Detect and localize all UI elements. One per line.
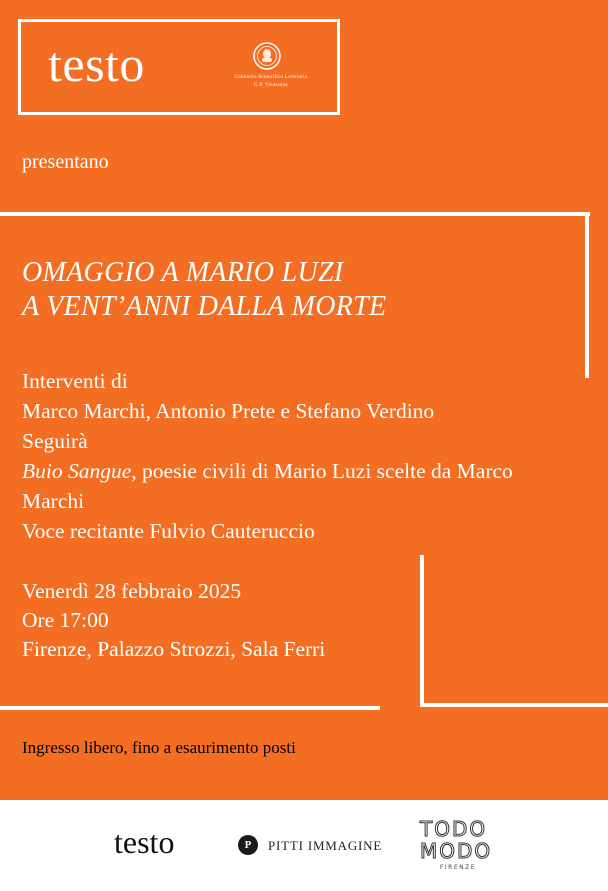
event-title-line-1: OMAGGIO A MARIO LUZI: [22, 257, 344, 288]
voice: Voce recitante Fulvio Cauteruccio: [22, 519, 315, 543]
admission-note: Ingresso libero, fino a esaurimento posti: [22, 738, 296, 757]
reading: [22, 456, 567, 516]
event-time: Ore 17:00: [22, 608, 109, 632]
vieusseux-name: Gabinetto Scientifico Letterario G.P. Vieusseux: [234, 75, 308, 88]
pitti-immagine-icon: P: [238, 835, 258, 855]
brand-logo: testo: [48, 36, 145, 92]
frame-line-inner-horizontal: [420, 703, 608, 707]
speakers: Marco Marchi, Antonio Prete e Stefano Verdino: [22, 399, 435, 423]
todo-modo-logo: TODO MODO: [420, 817, 493, 863]
frame-line-right: [585, 212, 589, 378]
event-location: Firenze, Palazzo Strozzi, Sala Ferri: [22, 637, 326, 661]
followed-by: Seguirà: [22, 429, 88, 453]
event-details: [22, 577, 325, 664]
pitti-immagine-logo: PITTI IMMAGINE: [268, 838, 383, 853]
presenting-text: presentano: [22, 151, 109, 173]
speakers-intro: Interventi di: [22, 369, 128, 393]
reading-description: , poesie civili di Mario Luzi scelte da Marco Marchi: [22, 459, 513, 513]
frame-line-top: [0, 212, 590, 216]
event-title-line-2: A VENT’ANNI DALLA MORTE: [22, 291, 387, 322]
event-title: [22, 256, 386, 324]
frame-line-inner-vertical: [420, 555, 424, 707]
reading-title: Buio Sangue: [22, 459, 132, 483]
todo-modo-city: FIRENZE: [439, 864, 477, 871]
frame-line-bottom: [0, 706, 380, 710]
testo-sponsor-logo: testo: [114, 824, 175, 860]
vieusseux-seal-icon: [253, 42, 281, 70]
event-date: Venerdì 28 febbraio 2025: [22, 579, 242, 603]
event-program: [22, 366, 567, 546]
